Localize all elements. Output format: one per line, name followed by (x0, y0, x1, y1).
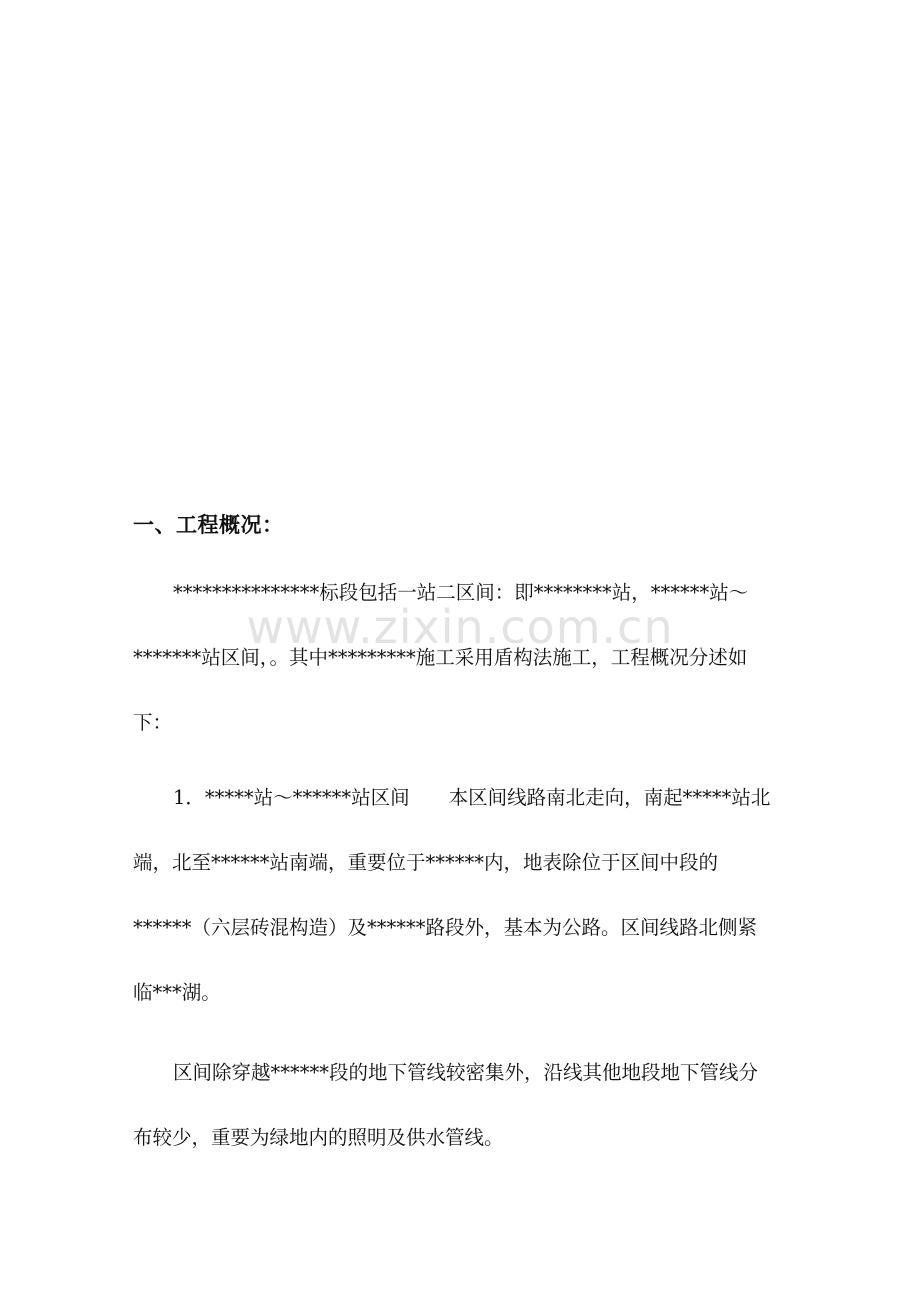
paragraph-line: 临***湖。 (133, 981, 221, 1004)
paragraph-line: ******（六层砖混构造）及******路段外，基本为公路。区间线路北侧紧 (133, 916, 758, 939)
section-heading: 一、工程概况： (133, 512, 284, 537)
paragraph-line: 端，北至******站南端，重要位于******内，地表除位于区间中段的 (133, 851, 719, 874)
paragraph-line: ***************标段包括一站二区间：即********站，******站～ (173, 581, 749, 604)
paragraph-line: 1．*****站～******站区间 本区间线路南北走向，南起*****站北 (173, 786, 771, 809)
paragraph-section-1 (133, 765, 828, 1025)
watermark: www.zixin.com.cn (246, 600, 674, 654)
paragraph-line: 区间除穿越******段的地下管线较密集外，沿线其他地段地下管线分 (173, 1061, 759, 1084)
paragraph-line: 下： (133, 711, 173, 734)
paragraph-line: 布较少，重要为绿地内的照明及供水管线。 (133, 1126, 504, 1149)
paragraph-line: *******站区间，。其中*********施工采用盾构法施工，工程概况分述如 (133, 646, 748, 669)
paragraph-overview (133, 560, 828, 755)
paragraph-pipelines (133, 1040, 828, 1170)
